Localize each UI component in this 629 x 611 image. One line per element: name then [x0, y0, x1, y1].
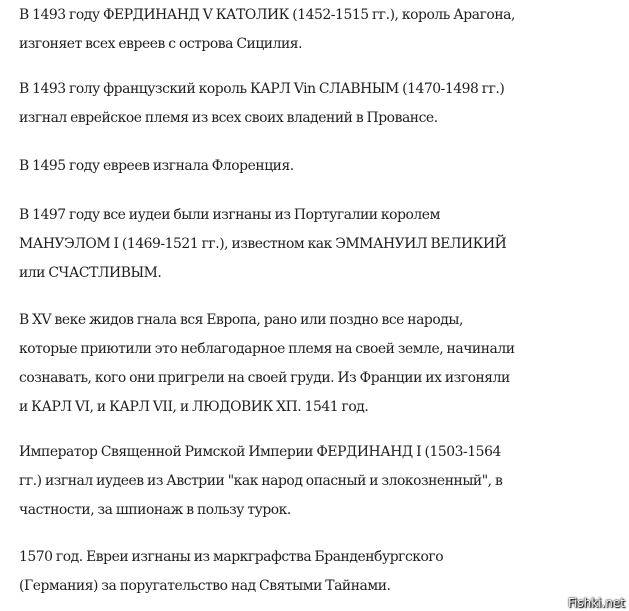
- text-line: В 1497 году все иудеи были изгнаны из Португалии королем: [19, 207, 440, 223]
- text-line: гг.) изгнал иудеев из Австрии "как народ опасный и злокозненный", в: [19, 473, 503, 489]
- text-line: изгоняет всех евреев с острова Сицилия.: [19, 36, 303, 52]
- text-line: Император Священной Римской Империи ФЕРДИНАНД I (1503-1564: [19, 444, 501, 460]
- paragraph-5: [19, 306, 625, 422]
- text-line: В 1493 году ФЕРДИНАНД V КАТОЛИК (1452-1515 гг.), король Арагона,: [19, 7, 515, 23]
- text-line: (Германия) за поругательство над Святыми Тайнами.: [19, 578, 391, 594]
- text-line: или СЧАСТЛИВЫМ.: [19, 265, 162, 281]
- text-line: МАНУЭЛОМ I (1469-1521 гг.), известном как ЭММАНУИЛ ВЕЛИКИЙ: [19, 236, 507, 252]
- paragraph-1: [19, 1, 625, 59]
- paragraph-7: [19, 543, 625, 601]
- text-line: частности, за шпионаж в пользу турок.: [19, 502, 291, 518]
- text-line: сознавать, кого они пригрели на своей груди. Из Франции их изгоняли: [19, 370, 510, 386]
- paragraph-3: [19, 152, 625, 181]
- text-line: 1570 год. Евреи изгнаны из маркграфства Бранденбургского: [19, 549, 444, 565]
- text-line: В XV веке жидов гнала вся Европа, рано или поздно все народы,: [19, 312, 463, 328]
- text-line: и КАРЛ VI, и КАРЛ VII, и ЛЮДОВИК ХП. 1541 год.: [19, 399, 369, 415]
- text-line: В 1493 голу французский король КАРЛ Vin СЛАВНЫМ (1470-1498 гг.): [19, 81, 505, 97]
- text-line: которые приютили это неблагодарное племя на своей земле, начинали: [19, 341, 515, 357]
- paragraph-6: [19, 438, 625, 525]
- text-line: В 1495 году евреев изгнала Флоренция.: [19, 158, 294, 174]
- text-line: изгнал еврейское племя из всех своих владений в Провансе.: [19, 110, 438, 126]
- paragraph-4: [19, 201, 625, 288]
- paragraph-2: [19, 75, 625, 133]
- fishki-watermark: Fishki.net: [567, 596, 625, 610]
